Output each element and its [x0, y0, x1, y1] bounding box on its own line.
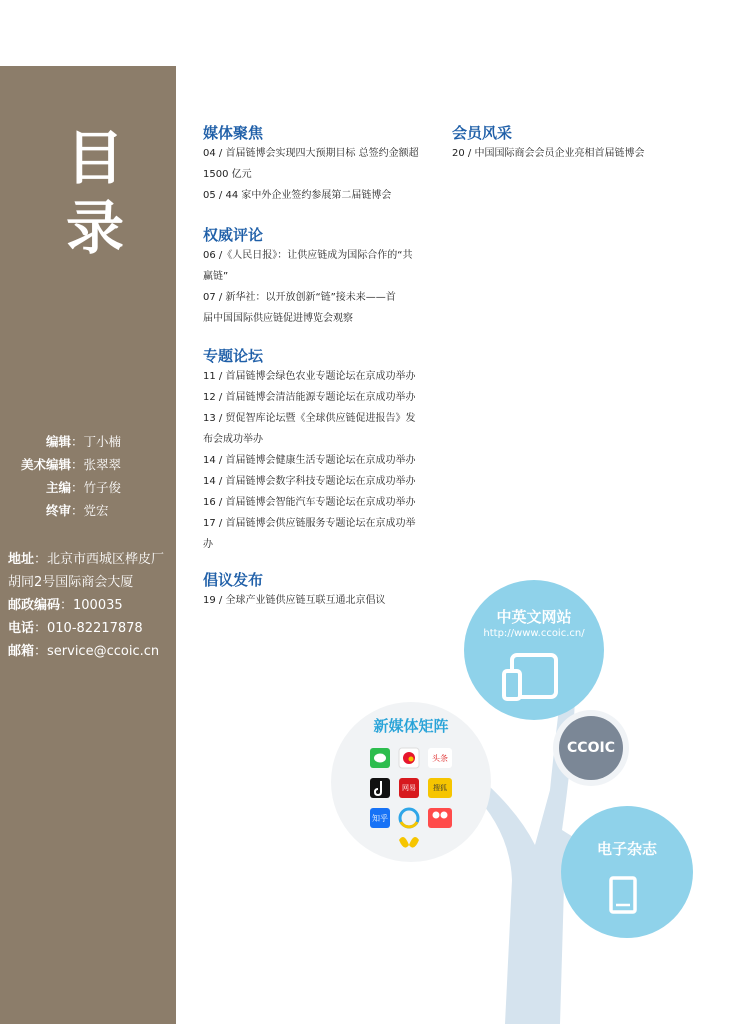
toc-item[interactable]: 届中国国际供应链促进博览会观察 [203, 313, 353, 324]
toc-item[interactable]: 1500 亿元 [203, 169, 252, 180]
section-initiative [203, 570, 435, 611]
address-line-2: 胡同2号国际商会大厦 [8, 575, 134, 590]
address-line-1: 地址：北京市西城区桦皮厂 [8, 552, 165, 567]
toc-item[interactable]: 07 / 新华社：以开放创新“链”接未来——首 [203, 292, 396, 303]
postal-code: 邮政编码：100035 [8, 598, 123, 613]
section-title: 专题论坛 [203, 347, 264, 365]
email: 邮箱：service@ccoic.cn [8, 644, 160, 659]
toc-item[interactable]: 14 / 首届链博会健康生活专题论坛在京成功举办 [203, 455, 416, 466]
toc-item[interactable]: 14 / 首届链博会数字科技专题论坛在京成功举办 [203, 476, 416, 487]
toc-item[interactable]: 12 / 首届链博会清洁能源专题论坛在京成功举办 [203, 392, 416, 403]
section-title: 会员风采 [452, 124, 513, 142]
toc-item[interactable]: 19 / 全球产业链供应链互联互通北京倡议 [203, 595, 386, 606]
credit-value: ：张翠翠 [71, 457, 122, 472]
credit-label: 主编 [46, 480, 72, 495]
toc-item[interactable]: 11 / 首届链博会绿色农业专题论坛在京成功举办 [203, 371, 416, 382]
toc-item[interactable]: 办 [203, 539, 213, 550]
toc-item[interactable]: 05 / 44 家中外企业签约参展第二届链博会 [203, 190, 392, 201]
credit-label: 终审 [46, 503, 72, 518]
credit-value: ：竹子俊 [71, 480, 122, 495]
section-title: 倡议发布 [203, 571, 264, 589]
credit-value: ：党宏 [71, 503, 109, 518]
section-title: 权威评论 [203, 226, 264, 244]
sohu-label: 搜狐 [433, 784, 447, 792]
toc-item[interactable]: 16 / 首届链博会智能汽车专题论坛在京成功举办 [203, 497, 416, 508]
toc-item[interactable]: 赢链” [203, 271, 229, 282]
section-media [203, 123, 435, 206]
website-title: 中英文网站 [496, 608, 572, 626]
toutiao-label: 头条 [432, 754, 448, 763]
magazine-circle [561, 806, 693, 938]
zhihu-label: 知乎 [372, 814, 388, 823]
website-url[interactable]: http://www.ccoic.cn/ [483, 628, 585, 639]
section-review [203, 225, 435, 329]
title-char-lu: 录 [66, 194, 125, 262]
toc-item[interactable]: 04 / 首届链博会实现四大预期目标 总签约金额超 [203, 148, 419, 159]
netease-label: 网易 [402, 784, 416, 792]
kuaishou-icon [428, 808, 452, 828]
credit-value: ：丁小楠 [71, 434, 122, 449]
newmedia-title: 新媒体矩阵 [373, 717, 449, 735]
toc-item[interactable]: 17 / 首届链博会供应链服务专题论坛在京成功举 [203, 518, 416, 529]
toc-item[interactable]: 13 / 贸促智库论坛暨《全球供应链促进报告》发 [203, 413, 416, 424]
credit-label: 美术编辑 [21, 457, 72, 472]
ccoic-logo-text: CCOIC [567, 740, 615, 756]
section-forum [203, 346, 435, 555]
credit-label: 编辑 [46, 434, 72, 449]
toc-item[interactable]: 20 / 中国国际商会会员企业亮相首届链博会 [452, 148, 645, 159]
toc-item[interactable]: 布会成功举办 [203, 434, 263, 445]
title-char-mu: 目 [66, 124, 125, 192]
section-members [452, 123, 712, 164]
phone: 电话：010-82217878 [8, 621, 143, 636]
toc-item[interactable]: 06 /《人民日报》：让供应链成为国际合作的“共 [203, 250, 413, 261]
section-title: 媒体聚焦 [203, 124, 264, 142]
magazine-title: 电子杂志 [596, 840, 657, 858]
